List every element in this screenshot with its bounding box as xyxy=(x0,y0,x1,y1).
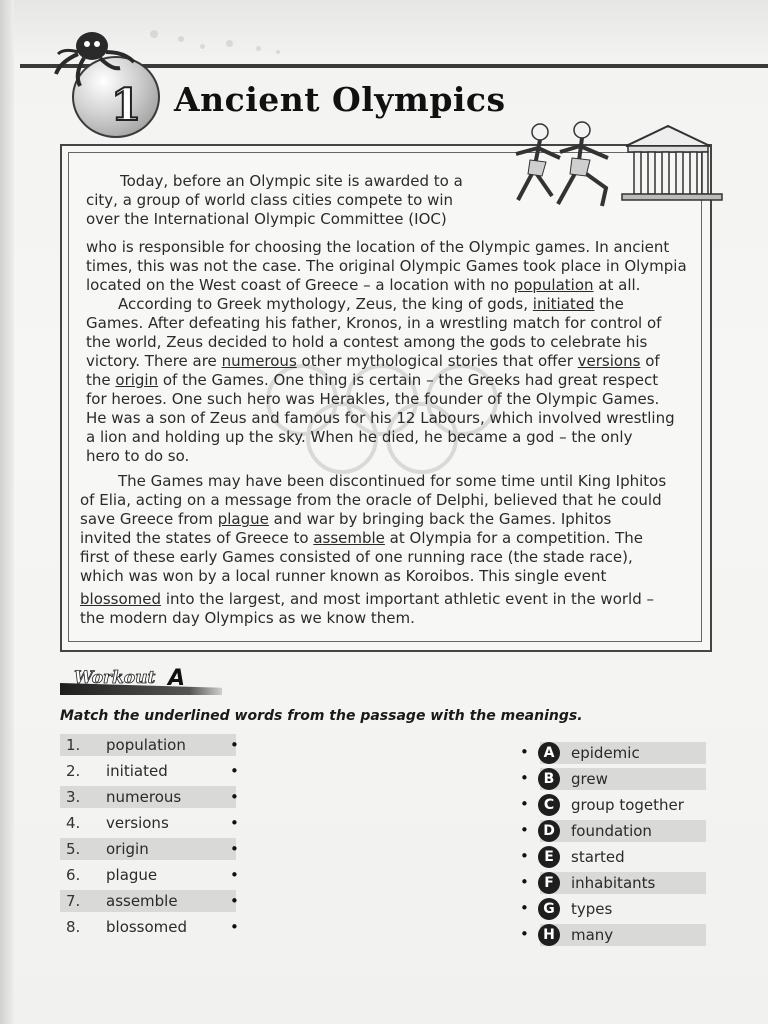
passage-line: over the International Olympic Committee (IOC) xyxy=(86,210,447,228)
passage-line: Today, before an Olympic site is awarded to a xyxy=(120,172,463,190)
match-dot[interactable]: • xyxy=(230,840,239,858)
match-dot[interactable]: • xyxy=(520,925,529,943)
passage-line: city, a group of world class cities compete to win xyxy=(86,191,454,209)
match-dot[interactable]: • xyxy=(520,821,529,839)
meaning-label: foundation xyxy=(571,822,652,840)
page-title: Ancient Olympics xyxy=(174,80,506,119)
passage-line: the origin of the Games. One thing is certain – the Greeks had great respect xyxy=(86,371,659,389)
meaning-label: grew xyxy=(571,770,608,788)
word-label: blossomed xyxy=(106,918,188,936)
passage-line: first of these early Games consisted of one running race (the stade race), xyxy=(80,548,633,566)
passage-line: a lion and holding up the sky. When he died, he became a god – the only xyxy=(86,428,633,446)
passage-line: the world, Zeus decided to hold a contest among the gods to celebrate his xyxy=(86,333,648,351)
match-dot[interactable]: • xyxy=(520,743,529,761)
passage-line: of Elia, acting on a message from the oracle of Delphi, believed that he could xyxy=(80,491,662,509)
letter-badge: G xyxy=(538,898,560,920)
list-item[interactable]: 3. numerous • xyxy=(60,786,236,808)
list-item[interactable]: 6. plague • xyxy=(66,866,239,884)
passage-line: According to Greek mythology, Zeus, the king of gods, initiated the xyxy=(118,295,624,313)
letter-badge: E xyxy=(538,846,560,868)
passage-line: for heroes. One such hero was Herakles, the founder of the Olympic Games. xyxy=(86,390,660,408)
match-dot[interactable]: • xyxy=(230,892,239,910)
letter-badge: H xyxy=(538,924,560,946)
match-dot[interactable]: • xyxy=(230,736,239,754)
match-dot[interactable]: • xyxy=(520,873,529,891)
unit-number: 1 xyxy=(110,79,142,131)
letter-badge: C xyxy=(538,794,560,816)
passage-line: blossomed into the largest, and most important athletic event in the world – xyxy=(80,590,654,608)
word-label: initiated xyxy=(106,762,168,780)
list-item[interactable] xyxy=(520,924,706,946)
passage-line: hero to do so. xyxy=(86,447,190,465)
instruction-text: Match the underlined words from the passage with the meanings. xyxy=(60,708,583,724)
list-item[interactable]: 8. blossomed • xyxy=(66,918,239,936)
list-item[interactable] xyxy=(520,820,706,842)
list-item[interactable]: 5. origin • xyxy=(60,838,236,860)
passage-line: He was a son of Zeus and famous for his 12 Labours, which involved wrestling xyxy=(86,409,675,427)
workout-letter: A xyxy=(168,666,186,691)
list-item[interactable]: 2. initiated • xyxy=(66,762,239,780)
meaning-label: types xyxy=(571,900,613,918)
meaning-label: epidemic xyxy=(571,744,640,762)
passage-line: victory. There are numerous other mythological stories that offer versions of xyxy=(86,352,660,370)
word-label: numerous xyxy=(106,788,182,806)
passage-line: which was won by a local runner known as Koroibos. This single event xyxy=(80,567,607,585)
list-item[interactable] xyxy=(520,742,706,764)
meaning-label: many xyxy=(571,926,614,944)
list-item[interactable]: 4. versions • xyxy=(66,814,239,832)
passage-line: invited the states of Greece to assemble at Olympia for a competition. The xyxy=(80,529,643,547)
page-edge xyxy=(0,0,14,1024)
letter-badge: B xyxy=(538,768,560,790)
match-dot[interactable]: • xyxy=(520,899,529,917)
word-label: versions xyxy=(106,814,169,832)
passage-line: The Games may have been discontinued for some time until King Iphitos xyxy=(118,472,667,490)
passage-line: located on the West coast of Greece – a location with no population at all. xyxy=(86,276,641,294)
passage-line: Games. After defeating his father, Kronos, in a wrestling match for control of xyxy=(86,314,662,332)
list-item[interactable] xyxy=(520,872,706,894)
passage-line: who is responsible for choosing the location of the Olympic games. In ancient xyxy=(86,238,670,256)
match-dot[interactable]: • xyxy=(230,866,239,884)
octopus-icon xyxy=(50,22,140,92)
passage-line: save Greece from plague and war by bringing back the Games. Iphitos xyxy=(80,510,612,528)
meaning-label: inhabitants xyxy=(571,874,656,892)
word-label: plague xyxy=(106,866,158,884)
match-dot[interactable]: • xyxy=(230,762,239,780)
word-label: population xyxy=(106,736,186,754)
list-item[interactable]: 7. assemble • xyxy=(60,890,236,912)
list-item[interactable] xyxy=(520,846,706,868)
list-item[interactable] xyxy=(520,768,706,790)
meaning-label: group together xyxy=(571,796,684,814)
list-item[interactable] xyxy=(520,794,706,816)
letter-badge: D xyxy=(538,820,560,842)
workout-label: Workout xyxy=(74,668,156,688)
word-label: assemble xyxy=(106,892,178,910)
passage-line: the modern day Olympics as we know them. xyxy=(80,609,415,627)
match-dot[interactable]: • xyxy=(520,795,529,813)
match-dot[interactable]: • xyxy=(230,918,239,936)
match-dot[interactable]: • xyxy=(230,788,239,806)
match-dot[interactable]: • xyxy=(230,814,239,832)
letter-badge: F xyxy=(538,872,560,894)
match-dot[interactable]: • xyxy=(520,769,529,787)
meaning-label: started xyxy=(571,848,625,866)
passage-line: times, this was not the case. The original Olympic Games took place in Olympia xyxy=(86,257,687,275)
letter-badge: A xyxy=(538,742,560,764)
list-item[interactable]: 1. population • xyxy=(60,734,236,756)
list-item[interactable] xyxy=(520,898,706,920)
runners-illustration xyxy=(498,118,728,222)
word-label: origin xyxy=(106,840,149,858)
match-dot[interactable]: • xyxy=(520,847,529,865)
